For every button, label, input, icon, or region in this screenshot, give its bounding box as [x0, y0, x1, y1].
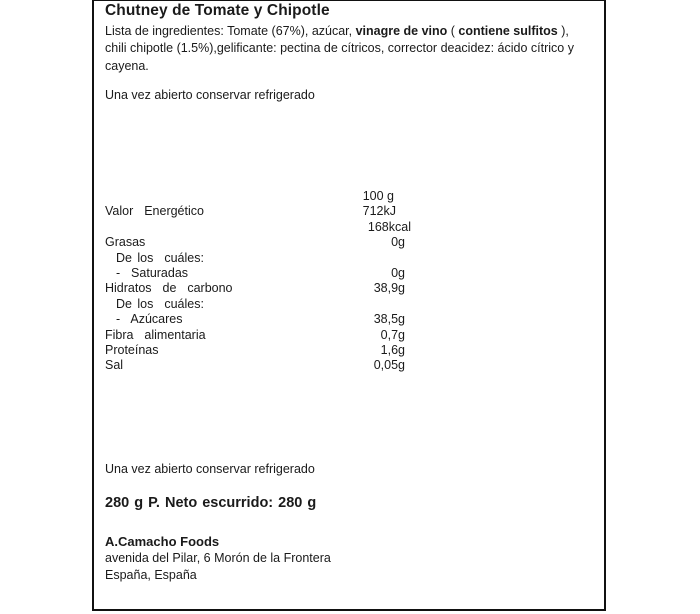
net-weight: 280 g P. Neto escurrido: 280 g [105, 495, 317, 511]
nutrient-value: 712kJ [362, 204, 396, 219]
nutrition-row [105, 266, 405, 281]
nutrient-value: 38,5g [373, 312, 405, 327]
allergen-vinegar: vinagre de vino [355, 24, 448, 38]
nutrition-row [105, 312, 405, 327]
nutrition-column-header: 100 g [362, 189, 394, 203]
nutrient-label: De los cuáles: [105, 296, 204, 311]
nutrient-value: 38,9g [373, 281, 405, 296]
nutrition-row [105, 219, 411, 235]
ingredients-suffix: ), chili chipotle (1.5%),gelificante: pectina de cítricos, corrector deacidez: ácido cítrico y cayena. [105, 24, 574, 73]
nutrient-label: De los cuáles: [105, 250, 204, 265]
company-info [105, 533, 331, 584]
company-address: avenida del Pilar, 6 Morón de la Frontera [105, 551, 331, 565]
storage-instructions-bottom: Una vez abierto conservar refrigerado [105, 462, 315, 476]
nutrient-label: Sal [105, 358, 124, 373]
nutrient-value: 1,6g [380, 342, 405, 357]
nutrient-value: 0g [391, 235, 405, 250]
nutrition-row [105, 281, 405, 296]
ingredients-list [105, 23, 575, 75]
nutrient-label: Grasas [105, 235, 146, 250]
nutrient-label: - Saturadas [105, 265, 189, 280]
nutrient-value: 0g [391, 265, 405, 280]
company-name: A.Camacho Foods [105, 534, 220, 549]
nutrition-row [105, 358, 405, 373]
ingredients-prefix: Lista de ingredientes: Tomate (67%), azúcar, [105, 24, 356, 38]
nutrition-row [105, 297, 405, 312]
storage-instructions-top: Una vez abierto conservar refrigerado [105, 88, 315, 102]
nutrition-row [105, 204, 405, 219]
nutrition-row [105, 235, 405, 250]
nutrition-header-row [105, 189, 405, 204]
nutrient-value: 168kcal [367, 219, 411, 234]
nutrient-label: Fibra alimentaria [105, 327, 206, 342]
product-label [92, 0, 606, 611]
nutrient-value: 0,05g [373, 358, 405, 373]
nutrient-label: Valor Energético [105, 204, 204, 219]
nutrient-label: Proteínas [105, 342, 159, 357]
nutrient-value: 0,7g [380, 327, 405, 342]
allergen-sulfites: contiene sulfitos [458, 24, 558, 38]
company-country: España, España [105, 568, 197, 582]
ingredients-middle: ( [447, 24, 459, 38]
nutrition-row [105, 251, 405, 266]
product-title: Chutney de Tomate y Chipotle [105, 2, 330, 19]
nutrition-row [105, 343, 405, 358]
nutrition-table [105, 189, 411, 374]
nutrient-label: - Azúcares [105, 312, 183, 327]
nutrition-row [105, 328, 405, 343]
nutrient-label: Hidratos de carbono [105, 281, 233, 296]
